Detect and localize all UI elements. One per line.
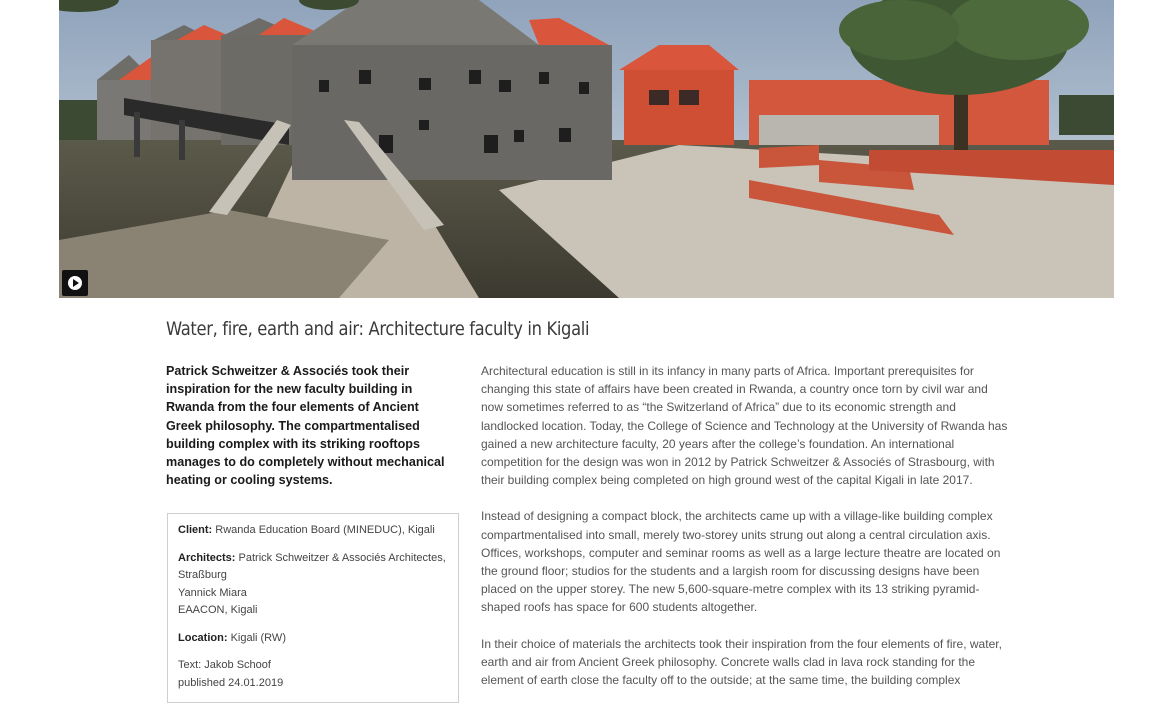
published-date: published 24.01.2019 xyxy=(178,676,284,689)
author-line: Text: Jakob Schoof xyxy=(178,659,271,671)
body-paragraph: Architectural education is still in its infancy in many parts of Africa. Important prerequisites for changing this state of affairs have been created in Rwanda, a country once torn by civil war and now sometimes referred to as “the Switzerland of Africa” due to its economic strength and landlocked location. Today, the College of Science and Technology at the University of Rwanda has gained a new architecture faculty, 20 years after the college’s foundation. An international competition for the design was won in 2012 by Patrick Schweitzer & Associés of Strasbourg, with their building complex being completed on high ground west of the capital Kigali in late 2017. xyxy=(481,364,1008,488)
hero-image[interactable] xyxy=(59,0,1114,298)
body-paragraph: Instead of designing a compact block, the architects came up with a village-like building complex compartmentalised into small, merely two-storey units strung out along a central circulation axis. Offices, workshops, computer and seminar rooms as well as a large lecture theatre are located on the ground floor; studios for the students and a largish room for discussing designs have been placed on the upper storey. The new 5,600-square-metre complex with its 13 striking pyramid-shaped roofs has space for 600 students altogether. xyxy=(481,509,1001,615)
gallery-play-button[interactable] xyxy=(62,270,88,296)
credits-row xyxy=(178,657,448,692)
article-lead: Patrick Schweitzer & Associés took their inspiration for the new faculty building in Rwanda from the four elements of Ancient Greek philosophy. The compartmentalised building complex with its striking rooftops manages to do completely without mechanical heating or cooling systems. xyxy=(166,364,445,488)
play-circle-icon xyxy=(68,276,82,290)
architects-label: Architects: xyxy=(178,551,236,564)
client-row xyxy=(178,522,448,540)
body-paragraph: In their choice of materials the architects took their inspiration from the four elements of fire, water, earth and air from Ancient Greek philosophy. Concrete walls clad in lava rock standing for the element of earth close the faculty off to the outside; at the same time, the building complex xyxy=(481,636,1002,688)
client-label: Client: xyxy=(178,524,213,536)
architects-line-3: EAACON, Kigali xyxy=(178,604,258,616)
location-value: Kigali (RW) xyxy=(230,631,286,644)
project-info-box xyxy=(167,513,459,703)
client-value: Rwanda Education Board (MINEDUC), Kigali xyxy=(215,524,435,536)
article-body xyxy=(481,362,1011,707)
location-row xyxy=(178,630,448,648)
article-title: Water, fire, earth and air: Architecture faculty in Kigali xyxy=(166,318,590,340)
hero-photo xyxy=(59,0,1114,298)
architects-row xyxy=(178,550,448,620)
location-label: Location: xyxy=(178,631,228,644)
architects-value: Patrick Schweitzer & Associés Architectes, Straßburg xyxy=(178,551,446,581)
architects-line-2: Yannick Miara xyxy=(178,586,247,599)
